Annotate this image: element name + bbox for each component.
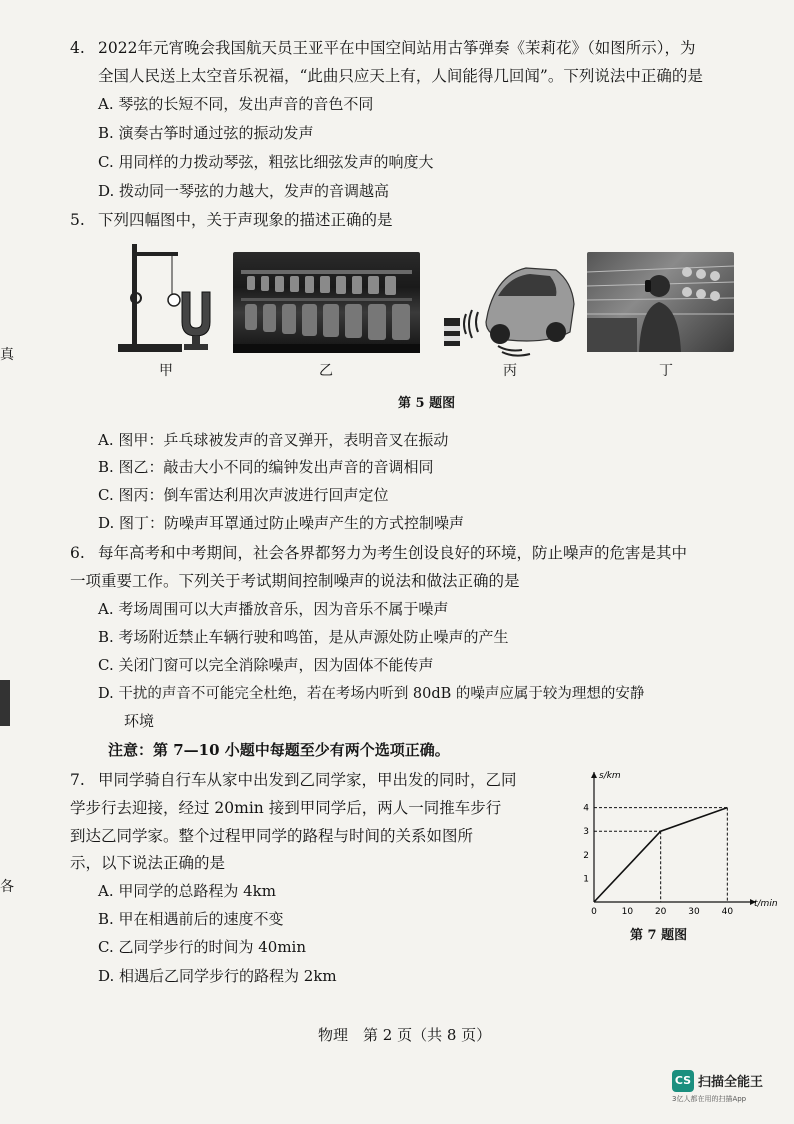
multi-answer-note: 注意：第 7—10 小题中每题至少有两个选项正确。 — [108, 741, 450, 759]
q5-figure-caption: 第 5 题图 — [398, 396, 456, 411]
y-tick-label: 2 — [583, 850, 589, 861]
figure-label-jia: 甲 — [159, 363, 173, 379]
scanner-tagline: 3亿人都在用的扫描App — [672, 1095, 747, 1103]
q7-option-a: A. 甲同学的总路程为 4km — [98, 882, 276, 900]
edge-char-1: 真 — [0, 347, 14, 363]
q7-option-c: C. 乙同学步行的时间为 40min — [98, 938, 307, 956]
y-axis-arrow-icon — [591, 772, 597, 778]
figure-yi-bianzhong-photo — [233, 252, 420, 353]
q7-stem-line3: 到达乙同学家。整个过程甲同学的路程与时间的关系如图所 — [70, 827, 474, 845]
x-tick-label: 30 — [688, 907, 700, 917]
figure-bing-reversing-radar — [438, 252, 578, 356]
q7-stem-line4: 示，以下说法正确的是 — [70, 854, 226, 872]
figure-ding-earmuff-photo — [587, 252, 734, 352]
q6-number: 6. — [70, 544, 85, 562]
scanner-app-name: 扫描全能王 — [698, 1075, 764, 1090]
q4-option-b: B. 演奏古筝时通过弦的振动发声 — [98, 124, 314, 142]
y-tick-label: 4 — [583, 803, 589, 814]
q6-option-c: C. 关闭门窗可以完全消除噪声，因为固体不能传声 — [98, 656, 434, 674]
x-tick-label: 10 — [621, 907, 634, 917]
q4-number: 4. — [70, 39, 85, 57]
q7-stem-line1: 甲同学骑自行车从家中出发到乙同学家，甲出发的同时，乙同 — [98, 771, 517, 789]
x-axis-label: t/min — [754, 899, 778, 909]
figure-label-ding: 丁 — [659, 363, 673, 379]
y-tick-label: 1 — [583, 874, 589, 885]
q6-option-d: D. 干扰的声音不可能完全杜绝，若在考场内听到 80dB 的噪声应属于较为理想的安静 — [98, 686, 645, 702]
q7-distance-time-chart — [572, 764, 778, 920]
y-tick-label: 3 — [583, 827, 589, 838]
q5-option-d: D. 图丁：防噪声耳罩通过防止噪声产生的方式控制噪声 — [98, 514, 465, 532]
y-axis-label: s/km — [599, 771, 621, 781]
x-tick-label: 0 — [591, 907, 597, 917]
page-footer: 物理 第 2 页（共 8 页） — [318, 1026, 492, 1044]
q5-option-c: C. 图丙：倒车雷达利用次声波进行回声定位 — [98, 486, 389, 504]
q4-option-d: D. 拨动同一琴弦的力越大，发声的音调越高 — [98, 182, 390, 200]
scanner-logo-icon: CS — [672, 1070, 694, 1092]
q6-option-d-continuation: 环境 — [124, 712, 155, 730]
q5-option-a: A. 图甲：乒乓球被发声的音叉弹开，表明音叉在振动 — [98, 431, 449, 449]
q6-option-b: B. 考场附近禁止车辆行驶和鸣笛，是从声源处防止噪声的产生 — [98, 628, 509, 646]
figure-label-bing: 丙 — [503, 363, 517, 379]
q7-number: 7. — [70, 771, 85, 789]
q5-number: 5. — [70, 211, 85, 229]
figure-label-yi: 乙 — [319, 363, 333, 379]
q7-option-b: B. 甲在相遇前后的速度不变 — [98, 910, 284, 928]
q4-option-a: A. 琴弦的长短不同，发出声音的音色不同 — [98, 95, 374, 113]
q5-option-b: B. 图乙：敲击大小不同的编钟发出声音的音调相同 — [98, 458, 434, 476]
q4-stem-line1: 2022年元宵晚会我国航天员王亚平在中国空间站用古筝弹奏《茉莉花》（如图所示），为 — [98, 39, 696, 57]
q7-option-d: D. 相遇后乙同学步行的路程为 2km — [98, 967, 337, 985]
q7-stem-line2: 学步行去迎接，经过 20min 接到甲同学后，两人一同推车步行 — [70, 799, 502, 817]
x-tick-label: 20 — [654, 907, 667, 917]
q6-stem-line1: 每年高考和中考期间，社会各界都努力为考生创设良好的环境，防止噪声的危害是其中 — [98, 544, 688, 562]
q7-figure-caption: 第 7 题图 — [630, 928, 688, 943]
edge-char-2: 各 — [0, 879, 14, 895]
q4-option-c: C. 用同样的力拨动琴弦，粗弦比细弦发声的响度大 — [98, 153, 434, 171]
q6-stem-line2: 一项重要工作。下列关于考试期间控制噪声的说法和做法正确的是 — [70, 572, 520, 590]
q4-stem-line2: 全国人民送上太空音乐祝福，“此曲只应天上有，人间能得几回闻”。下列说法中正确的是 — [98, 67, 703, 85]
q5-stem: 下列四幅图中，关于声现象的描述正确的是 — [98, 211, 393, 229]
scanner-watermark — [672, 1068, 782, 1104]
q6-option-a: A. 考场周围可以大声播放音乐，因为音乐不属于噪声 — [98, 600, 449, 618]
figure-jia-tuning-fork — [112, 240, 224, 358]
x-tick-label: 40 — [721, 907, 734, 917]
edge-bar — [0, 680, 10, 726]
